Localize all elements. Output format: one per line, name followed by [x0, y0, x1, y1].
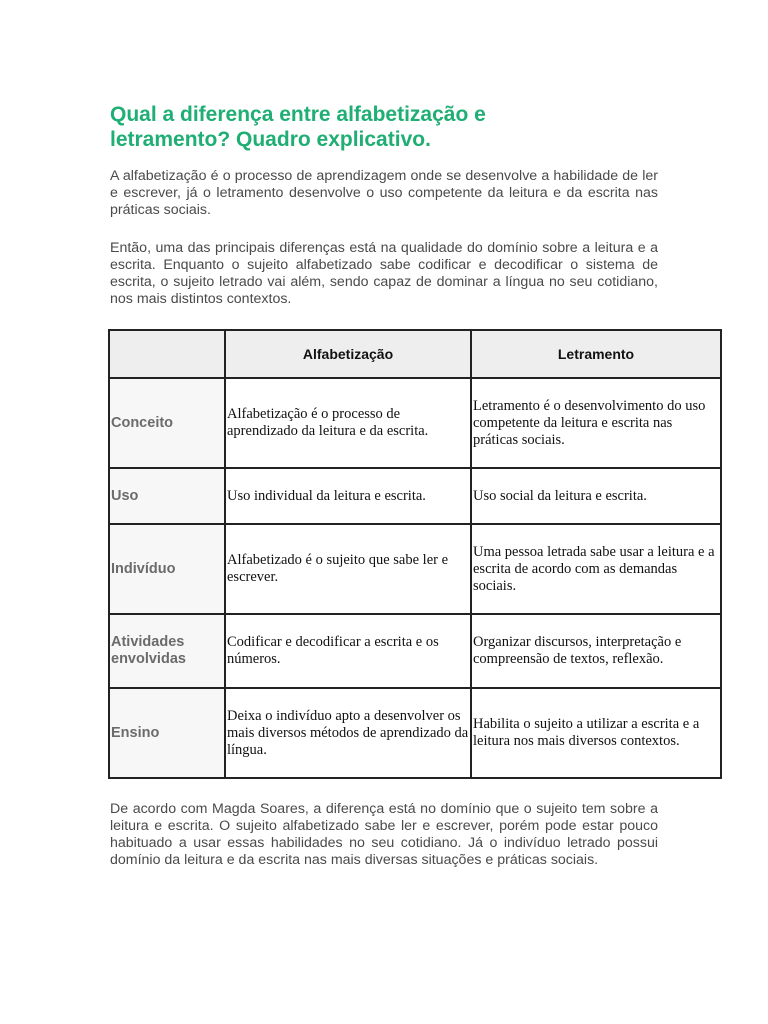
row-label-conceito: Conceito [109, 378, 225, 468]
cell-letramento: Letramento é o desenvolvimento do uso competente da leitura e escrita nas práticas sociais. [471, 378, 721, 468]
cell-letramento: Habilita o sujeito a utilizar a escrita e a leitura nos mais diversos contextos. [471, 688, 721, 778]
intro-paragraph: A alfabetização é o processo de aprendizagem onde se desenvolve a habilidade de ler e escrever, já o letramento desenvolve o uso competente da leitura e da escrita nas práticas sociais. [110, 168, 658, 218]
comparison-table [108, 329, 722, 779]
cell-alfabetizacao: Uso individual da leitura e escrita. [225, 468, 471, 524]
row-label-ensino: Ensino [109, 688, 225, 778]
cell-letramento: Uma pessoa letrada sabe usar a leitura e a escrita de acordo com as demandas sociais. [471, 524, 721, 614]
cell-alfabetizacao: Deixa o indivíduo apto a desenvolver os mais diversos métodos de aprendizado da língua. [225, 688, 471, 778]
cell-letramento: Uso social da leitura e escrita. [471, 468, 721, 524]
cell-alfabetizacao: Codificar e decodificar a escrita e os números. [225, 614, 471, 688]
table-row [109, 688, 721, 778]
table-row [109, 468, 721, 524]
cell-letramento: Organizar discursos, interpretação e compreensão de textos, reflexão. [471, 614, 721, 688]
cell-alfabetizacao: Alfabetização é o processo de aprendizado da leitura e da escrita. [225, 378, 471, 468]
page-title: Qual a diferença entre alfabetização e letramento? Quadro explicativo. [110, 103, 486, 151]
conclusion-paragraph: De acordo com Magda Soares, a diferença está no domínio que o sujeito tem sobre a leitura e escrita. O sujeito alfabetizado sabe ler e escrever, porém pode estar pouco habituado a usar essas habilidades no seu cotidiano. Já o indivíduo letrado possui domínio da leitura e da escrita nas mais diversas situações e práticas sociais. [110, 801, 658, 868]
differences-paragraph: Então, uma das principais diferenças está na qualidade do domínio sobre a leitura e a escrita. Enquanto o sujeito alfabetizado sabe codificar e decodificar o sistema de escrita, o sujeito letrado vai além, sendo capaz de dominar a língua no seu cotidiano, nos mais distintos contextos. [110, 240, 658, 307]
table-header-letramento: Letramento [471, 330, 721, 378]
table-row [109, 614, 721, 688]
cell-alfabetizacao: Alfabetizado é o sujeito que sabe ler e escrever. [225, 524, 471, 614]
row-label-individuo: Indivíduo [109, 524, 225, 614]
table-header-empty [109, 330, 225, 378]
table-header-row [109, 330, 721, 378]
table-header-alfabetizacao: Alfabetização [225, 330, 471, 378]
table-row [109, 524, 721, 614]
table-row [109, 378, 721, 468]
row-label-atividades: Atividades envolvidas [109, 614, 225, 688]
row-label-uso: Uso [109, 468, 225, 524]
